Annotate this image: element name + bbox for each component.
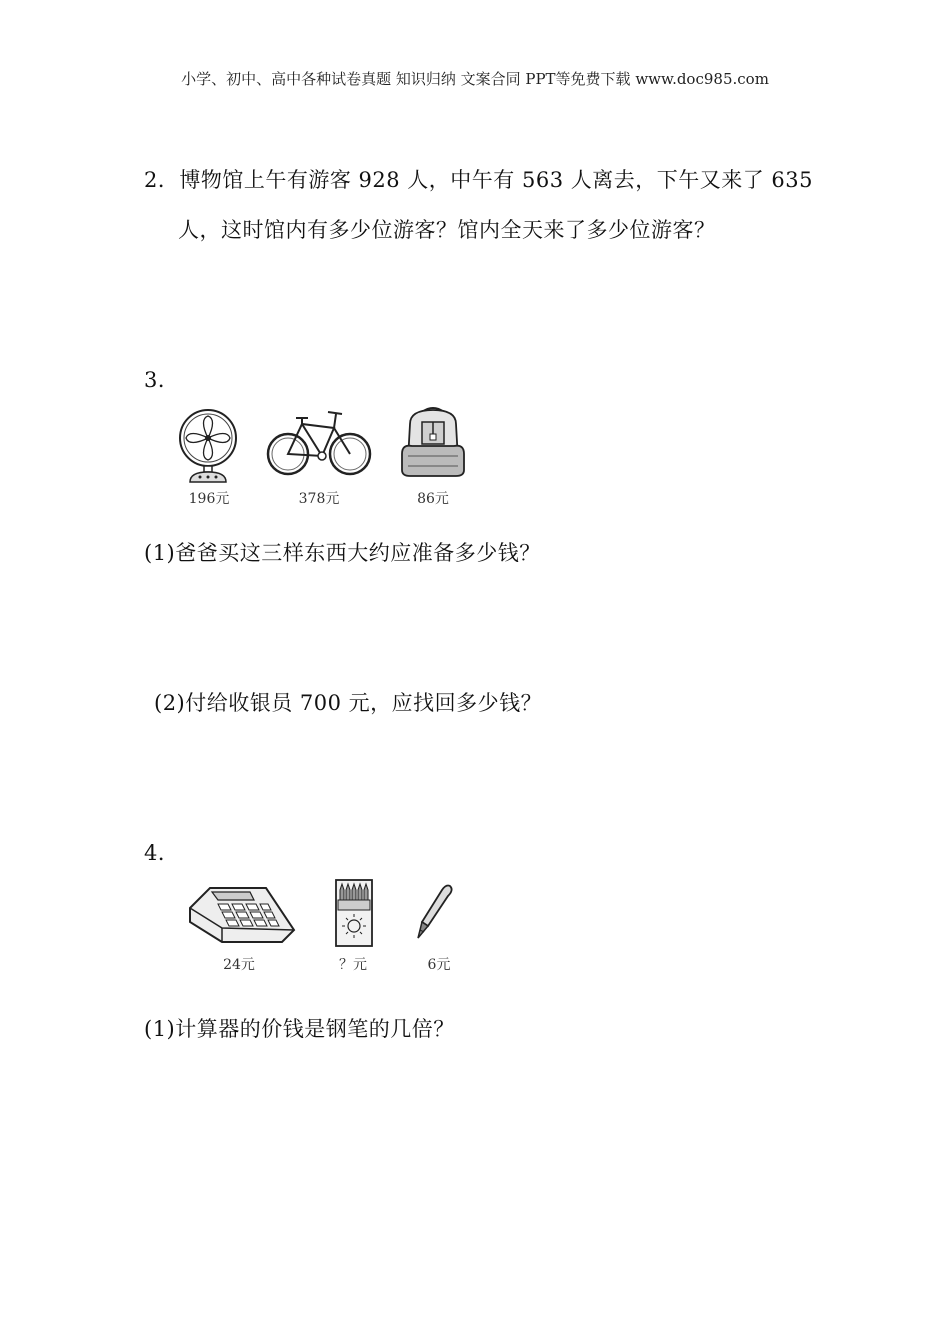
crayon-box-price: ？元: [339, 957, 367, 973]
calculator-price: 24元: [223, 957, 255, 973]
fountain-pen-icon: [414, 882, 454, 946]
crayon-box-icon: [334, 878, 376, 948]
fountain-pen-price: 6元: [427, 957, 451, 973]
fan-price: 196元: [188, 491, 230, 507]
bicycle-icon: [266, 404, 372, 480]
question-4-number: 4．: [144, 841, 180, 865]
bicycle-price: 378元: [298, 491, 340, 507]
fan-icon: [178, 404, 240, 486]
calculator-icon: [184, 882, 298, 946]
backpack-icon: [398, 404, 468, 480]
question-2-line-1: 2．博物馆上午有游客 928 人，中午有 563 人离去，下午又来了 635: [144, 168, 813, 192]
question-3-number: 3．: [144, 368, 180, 392]
question-3-sub-2: (2)付给收银员 700 元，应找回多少钱？: [154, 691, 543, 715]
question-2-line-2: 人，这时馆内有多少位游客？馆内全天来了多少位游客？: [178, 218, 716, 242]
question-3-sub-1: (1)爸爸买这三样东西大约应准备多少钱？: [144, 541, 541, 565]
page-header: 小学、初中、高中各种试卷真题 知识归纳 文案合同 PPT等免费下载 www.doc985.com: [181, 70, 769, 88]
backpack-price: 86元: [417, 491, 449, 507]
question-4-sub-1: (1)计算器的价钱是钢笔的几倍？: [144, 1017, 455, 1041]
